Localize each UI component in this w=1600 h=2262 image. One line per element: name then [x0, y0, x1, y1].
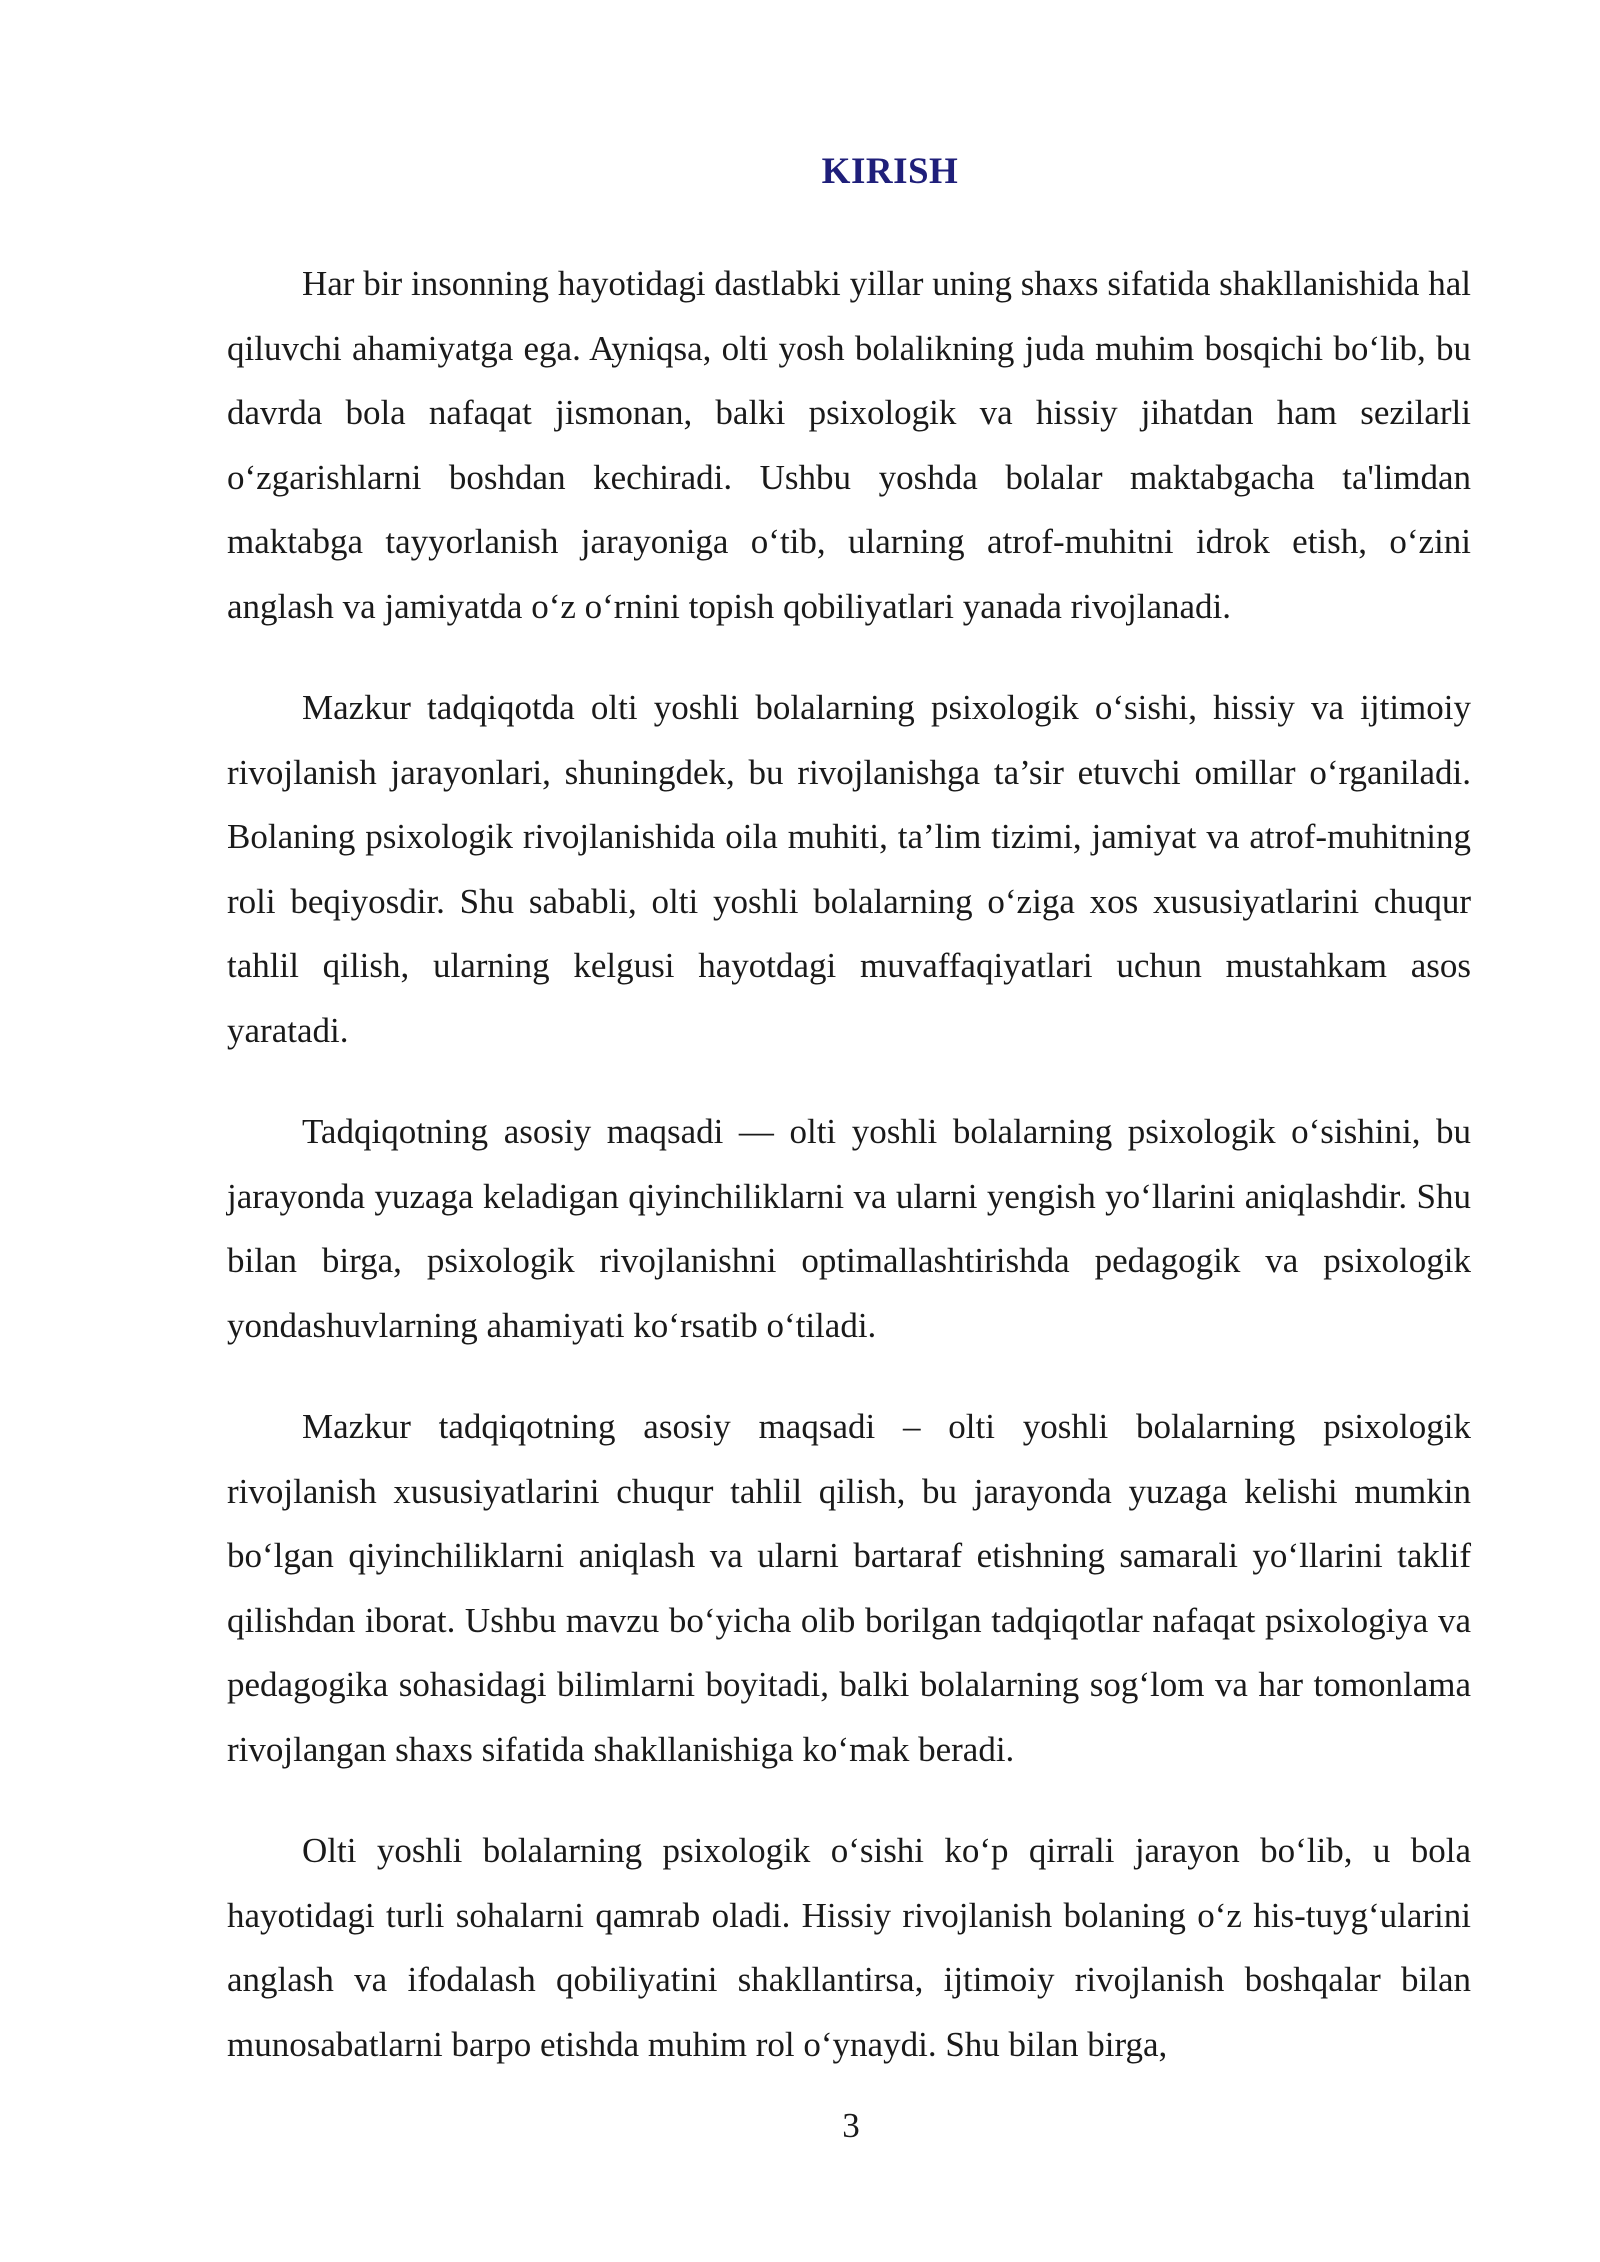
page-heading: KIRISH: [821, 151, 959, 192]
paragraph-2: Mazkur tadqiqotda olti yoshli bolalarning psixologik o‘sishi, hissiy va ijtimoiy rivojlanish jarayonlari, shuningdek, bu rivojlanishga ta’sir etuvchi omillar o‘rganiladi. Bolaning psixologik rivojlanishida oila muhiti, ta’lim tizimi, jamiyat va atrof-muhitning roli beqiyosdir. Shu sababli, olti yoshli bolalarning o‘ziga xos xususiyatlarini chuqur tahlil qilish, ularning kelgusi hayotdagi muvaffaqiyatlari uchun mustahkam asos yaratadi.: [227, 688, 1471, 1050]
body-text: [227, 252, 1471, 2114]
paragraph-3: Tadqiqotning asosiy maqsadi — olti yoshli bolalarning psixologik o‘sishini, bu jarayonda yuzaga keladigan qiyinchiliklarni va ularni yengish yo‘llarini aniqlashdir. Shu bilan birga, psixologik rivojlanishni optimallashtirishda pedagogik va psixologik yondashuvlarning ahamiyati ko‘rsatib o‘tiladi.: [227, 1112, 1471, 1345]
paragraph-1: Har bir insonning hayotidagi dastlabki yillar uning shaxs sifatida shakllanishida hal qiluvchi ahamiyatga ega. Ayniqsa, olti yosh bolalikning juda muhim bosqichi bo‘lib, bu davrda bola nafaqat jismonan, balki psixologik va hissiy jihatdan ham sezilarli o‘zgarishlarni boshdan kechiradi. Ushbu yoshda bolalar maktabgacha ta'limdan maktabga tayyorlanish jarayoniga o‘tib, ularning atrof-muhitni idrok etish, o‘zini anglash va jamiyatda o‘z o‘rnini topish qobiliyatlari yanada rivojlanadi.: [227, 264, 1471, 626]
page-number: 3: [842, 2106, 860, 2145]
paragraph-5: Olti yoshli bolalarning psixologik o‘sishi ko‘p qirrali jarayon bo‘lib, u bola hayotidagi turli sohalarni qamrab oladi. Hissiy rivojlanish bolaning o‘z his-tuyg‘ularini anglash va ifodalash qobiliyatini shakllantirsa, ijtimoiy rivojlanish boshqalar bilan munosabatlarni barpo etishda muhim rol o‘ynaydi. Shu bilan birga,: [227, 1831, 1471, 2064]
paragraph-4: Mazkur tadqiqotning asosiy maqsadi – olti yoshli bolalarning psixologik rivojlanish xususiyatlarini chuqur tahlil qilish, bu jarayonda yuzaga kelishi mumkin bo‘lgan qiyinchiliklarni aniqlash va ularni bartaraf etishning samarali yo‘llarini taklif qilishdan iborat. Ushbu mavzu bo‘yicha olib borilgan tadqiqotlar nafaqat psixologiya va pedagogika sohasidagi bilimlarni boyitadi, balki bolalarning sog‘lom va har tomonlama rivojlangan shaxs sifatida shakllanishiga ko‘mak beradi.: [227, 1407, 1471, 1769]
